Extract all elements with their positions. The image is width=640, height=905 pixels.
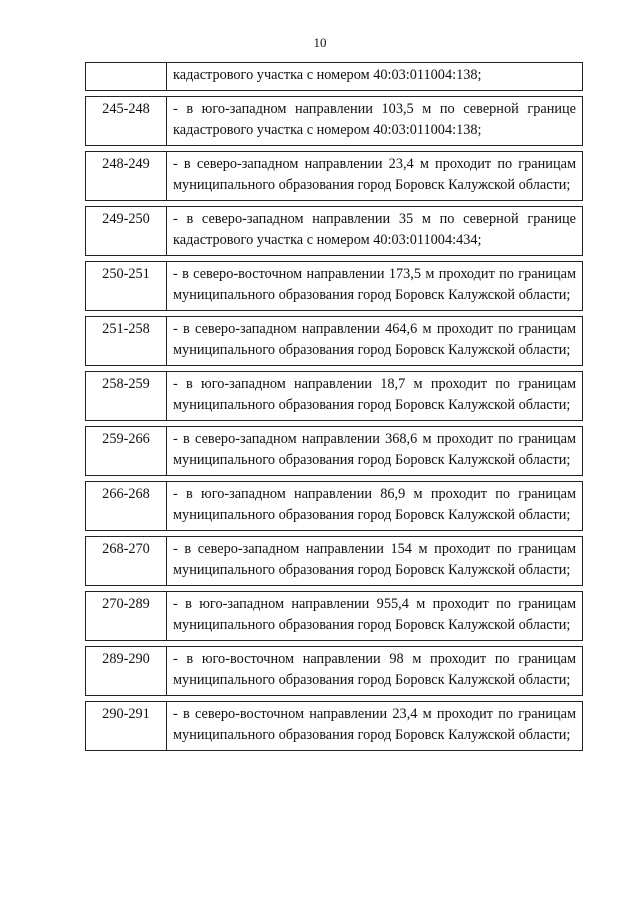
point-range-cell: 290-291: [86, 702, 167, 751]
table-row: [86, 97, 583, 146]
table-row: [86, 317, 583, 366]
point-range-cell: 258-259: [86, 372, 167, 421]
boundary-description-cell: - в северо-западном направлении 35 м по северной границе кадастрового участка с номером 40:03:011004:434;: [167, 207, 583, 256]
table-row: [86, 702, 583, 751]
boundary-description-cell: - в северо-западном направлении 368,6 м проходит по границам муниципального образования город Боровск Калужской области;: [167, 427, 583, 476]
table-row: [86, 207, 583, 256]
point-range-cell: 250-251: [86, 262, 167, 311]
point-range-cell: 245-248: [86, 97, 167, 146]
table-row: [86, 63, 583, 91]
point-range-cell: [86, 63, 167, 91]
table-row: [86, 537, 583, 586]
table-row: [86, 592, 583, 641]
table-row: [86, 372, 583, 421]
boundary-description-cell: - в юго-западном направлении 18,7 м проходит по границам муниципального образования город Боровск Калужской области;: [167, 372, 583, 421]
table-row: [86, 647, 583, 696]
point-range-cell: 266-268: [86, 482, 167, 531]
point-range-cell: 268-270: [86, 537, 167, 586]
boundary-description-cell: - в юго-западном направлении 103,5 м по северной границе кадастрового участка с номером 40:03:011004:138;: [167, 97, 583, 146]
table-row: [86, 427, 583, 476]
point-range-cell: 249-250: [86, 207, 167, 256]
boundary-description-cell: - в северо-западном направлении 23,4 м проходит по границам муниципального образования город Боровск Калужской области;: [167, 152, 583, 201]
boundary-description-cell: - в юго-восточном направлении 98 м проходит по границам муниципального образования город Боровск Калужской области;: [167, 647, 583, 696]
boundary-description-cell: - в северо-западном направлении 154 м проходит по границам муниципального образования город Боровск Калужской области;: [167, 537, 583, 586]
boundary-description-cell: - в северо-восточном направлении 23,4 м проходит по границам муниципального образования город Боровск Калужской области;: [167, 702, 583, 751]
point-range-cell: 289-290: [86, 647, 167, 696]
boundary-description-cell: кадастрового участка с номером 40:03:011004:138;: [167, 63, 583, 91]
boundary-description-table: [85, 62, 583, 751]
boundary-description-cell: - в юго-западном направлении 955,4 м проходит по границам муниципального образования город Боровск Калужской области;: [167, 592, 583, 641]
boundary-description-cell: - в юго-западном направлении 86,9 м проходит по границам муниципального образования город Боровск Калужской области;: [167, 482, 583, 531]
point-range-cell: 248-249: [86, 152, 167, 201]
boundary-description-cell: - в северо-восточном направлении 173,5 м проходит по границам муниципального образования город Боровск Калужской области;: [167, 262, 583, 311]
table-row: [86, 262, 583, 311]
boundary-description-cell: - в северо-западном направлении 464,6 м проходит по границам муниципального образования город Боровск Калужской области;: [167, 317, 583, 366]
point-range-cell: 270-289: [86, 592, 167, 641]
table-row: [86, 152, 583, 201]
table-row: [86, 482, 583, 531]
page-number: 10: [313, 35, 327, 50]
point-range-cell: 259-266: [86, 427, 167, 476]
point-range-cell: 251-258: [86, 317, 167, 366]
